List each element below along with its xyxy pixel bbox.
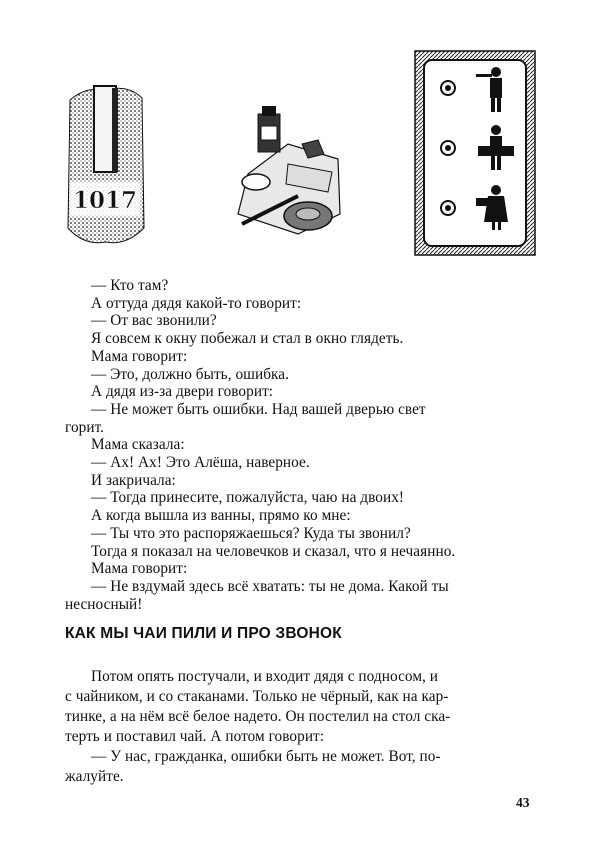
toiletries-illustration: [228, 104, 348, 244]
toiletries-drawing: [228, 104, 348, 244]
chapter-heading: КАК МЫ ЧАИ ПИЛИ И ПРО ЗВОНОК: [65, 625, 342, 642]
text-line: терть и поставил чай. А потом говорит:: [65, 728, 325, 745]
page-number: 43: [516, 795, 530, 810]
text-line: А когда вышла из ванны, прямо ко мне:: [91, 507, 351, 525]
text-line: горит.: [65, 418, 105, 436]
room-door-drawing: [66, 78, 146, 248]
service-call-panel-illustration: [414, 50, 536, 256]
text-line: — Ты что это распоряжаешься? Куда ты звонил?: [91, 524, 411, 542]
text-line: Потом опять постучали, и входит дядя с подносом, и: [91, 668, 439, 685]
text-line: Мама сказала:: [91, 436, 185, 454]
text-line: жалуйте.: [65, 768, 124, 785]
text-line: — Не вздумай здесь всё хватать: ты не дома. Какой ты: [91, 577, 449, 595]
text-line: — У нас, гражданка, ошибки быть не может. Вот, по-: [91, 748, 441, 765]
text-line: несносный!: [65, 595, 143, 613]
text-line: — От вас звонили?: [91, 312, 217, 330]
text-line: — Не может быть ошибки. Над вашей дверью свет: [91, 400, 426, 418]
text-line: А дядя из-за двери говорит:: [91, 383, 274, 401]
text-line: А оттуда дядя какой-то говорит:: [91, 294, 302, 312]
text-line: — Кто там?: [91, 277, 169, 294]
text-line: Я совсем к окну побежал и стал в окно глядеть.: [91, 330, 404, 348]
text-line: Тогда я показал на человечков и сказал, что я нечаянно.: [91, 542, 456, 560]
room-number-illustration: [66, 78, 146, 248]
room-number: 1017: [72, 187, 138, 214]
call-panel-drawing: [414, 50, 536, 256]
text-line: — Тогда принесите, пожалуйста, чаю на двоих!: [91, 489, 405, 507]
text-line: И закричала:: [91, 471, 176, 489]
text-line: — Это, должно быть, ошибка.: [91, 365, 290, 383]
text-line: с чайником, и со стаканами. Только не чёрный, как на кар-: [65, 688, 449, 705]
text-line: — Ах! Ах! Это Алёша, наверное.: [91, 454, 310, 471]
text-line: тинке, а на нём всё белое надето. Он постелил на стол ска-: [65, 708, 451, 725]
text-line: Мама говорит:: [91, 347, 188, 365]
text-line: Мама говорит:: [91, 560, 188, 578]
